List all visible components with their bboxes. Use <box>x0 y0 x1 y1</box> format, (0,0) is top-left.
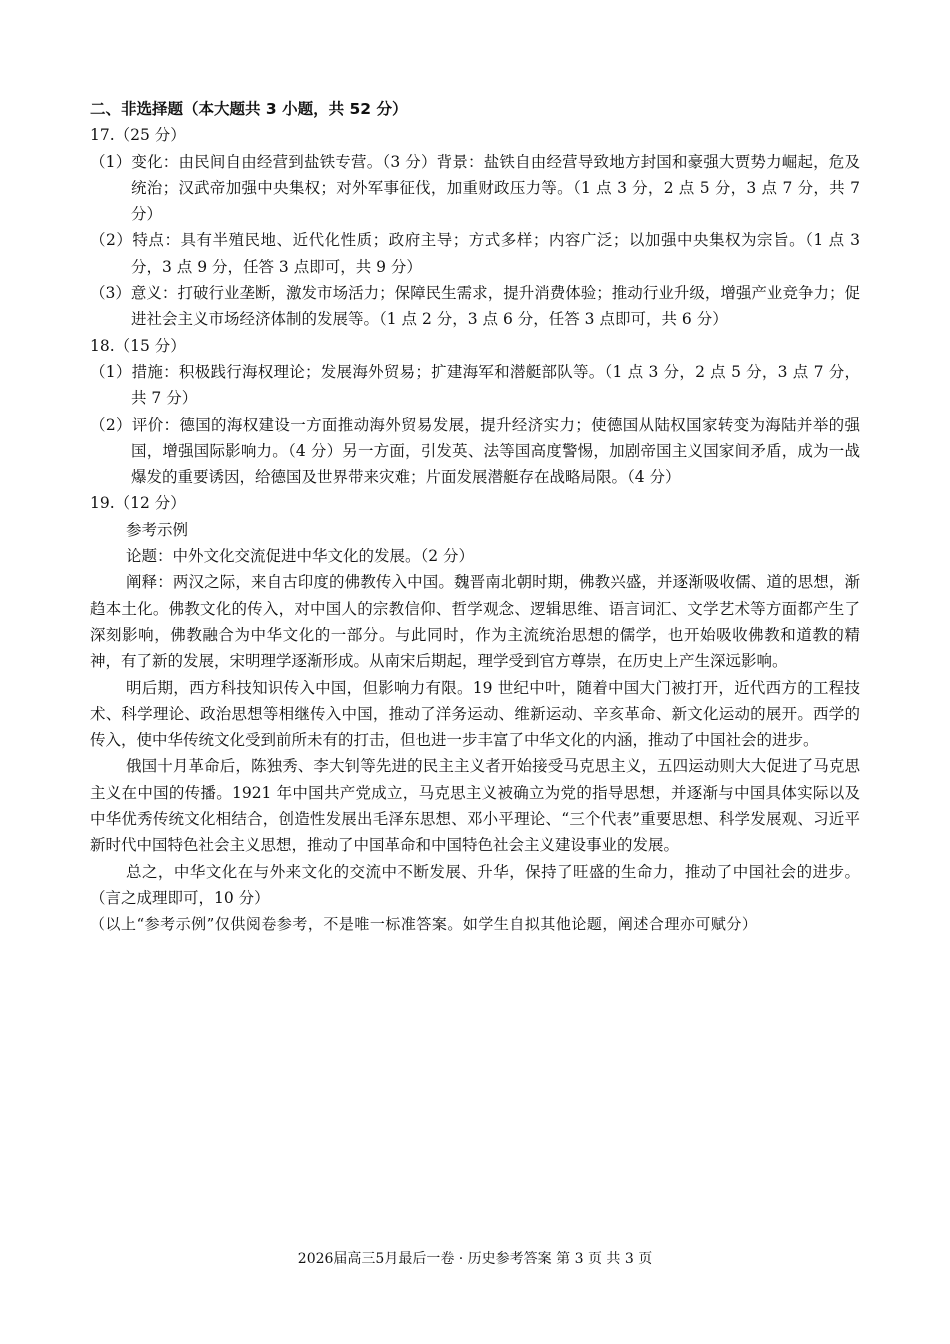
question-18-heading: 18.（15 分） <box>90 336 186 355</box>
q18-answer-2: （2）评价：德国的海权建设一方面推动海外贸易发展，提升经济实力；使德国从陆权国家转变为海陆并举的强国，增强国际影响力。（4 分）另一方面，引发英、法等国高度警惕，加剧帝国主义国家间矛盾，成为一战爆发的重要诱因，给德国及世界带来灾难；片面发展潜艇存在战略局限。（4 分） <box>90 415 860 487</box>
question-19-heading: 19.（12 分） <box>90 494 186 513</box>
question-17-heading: 17.（25 分） <box>90 126 186 145</box>
q17-answer-3: （3）意义：打破行业垄断，激发市场活力；保障民生需求，提升消费体验；推动行业升级，增强产业竞争力；促进社会主义市场经济体制的发展等。（1 点 2 分，3 点 6 分，任答 3 点即可，共 6 分） <box>90 284 860 329</box>
q18-answer-1: （1）措施：积极践行海权理论；发展海外贸易；扩建海军和潜艇部队等。（1 点 3 分，2 点 5 分，3 点 7 分，共 7 分） <box>90 362 860 408</box>
q19-paragraph: 阐释：两汉之际，来自古印度的佛教传入中国。魏晋南北朝时期，佛教兴盛，并逐渐吸收儒、道的思想，渐趋本土化。佛教文化的传入，对中国人的宗教信仰、哲学观念、逻辑思维、语言词汇、文学艺术等方面都产生了深刻影响，佛教融合为中华文化的一部分。与此同时，作为主流统治思想的儒学，也开始吸收佛教和道教的精神，有了新的发展，宋明理学逐渐形成。从南宋后期起，理学受到官方尊崇，在历史上产生深远影响。 <box>90 573 860 671</box>
q19-thesis: 论题：中外文化交流促进中华文化的发展。（2 分） <box>126 547 475 566</box>
answer-page <box>90 96 860 938</box>
q19-paragraph: 俄国十月革命后，陈独秀、李大钊等先进的民主主义者开始接受马克思主义，五四运动则大大促进了马克思主义在中国的传播。1921 年中国共产党成立，马克思主义被确立为党的指导思想，并逐渐与中国具体实际以及中华优秀传统文化相结合，创造性发展出毛泽东思想、邓小平理论、“三个代表”重要思想、科学发展观、习近平新时代中国特色社会主义思想，推动了中国革命和中国特色社会主义建设事业的发展。 <box>90 757 860 855</box>
q17-answer-1: （1）变化：由民间自由经营到盐铁专营。（3 分）背景：盐铁自由经营导致地方封国和豪强大贾势力崛起，危及统治；汉武帝加强中央集权；对外军事征伐，加重财政压力等。（1 点 3 分，2 点 5 分，3 点 7 分，共 7 分） <box>90 152 860 224</box>
page-footer: 2026届高三5月最后一卷 · 历史参考答案 第 3 页 共 3 页 <box>297 1251 653 1267</box>
q19-example-label: 参考示例 <box>126 520 189 539</box>
q19-paragraph: 总之，中华文化在与外来文化的交流中不断发展、升华，保持了旺盛的生命力，推动了中国社会的进步。（言之成理即可，10 分） <box>90 862 860 907</box>
q19-paragraph: 明后期，西方科技知识传入中国，但影响力有限。19 世纪中叶，随着中国大门被打开，近代西方的工程技术、科学理论、政治思想等相继传入中国，推动了洋务运动、维新运动、辛亥革命、新文化运动的展开。西学的传入，使中华传统文化受到前所未有的打击，但也进一步丰富了中华文化的内涵，推动了中国社会的进步。 <box>90 678 860 750</box>
section-title: 二、非选择题（本大题共 3 小题，共 52 分） <box>90 100 408 118</box>
grading-note: （以上“参考示例”仅供阅卷参考，不是唯一标准答案。如学生自拟其他论题，阐述合理亦可赋分） <box>90 915 758 934</box>
q17-answer-2: （2）特点：具有半殖民地、近代化性质；政府主导；方式多样；内容广泛；以加强中央集权为宗旨。（1 点 3 分，3 点 9 分，任答 3 点即可，共 9 分） <box>90 231 860 276</box>
